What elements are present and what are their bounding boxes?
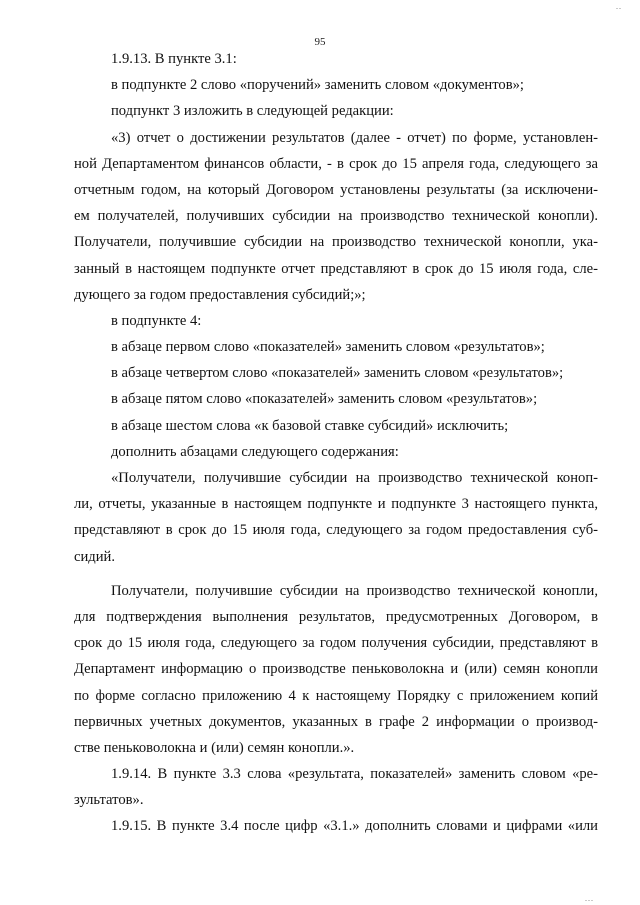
text-line: ли, отчеты, указанные в настоящем подпункте и подпункте 3 настоящего пункта,: [74, 496, 598, 513]
text-line: Департамент информацию о производстве пеньковолокна и (или) семян конопли: [74, 661, 598, 678]
text-line: в абзаце четвертом слово «показателей» заменить словом «результатов»;: [111, 365, 564, 382]
text-line: стве пеньковолокна и (или) семян конопли.».: [74, 739, 355, 756]
corner-mark-top: ..: [616, 2, 622, 11]
text-line: зультатов».: [74, 792, 144, 809]
text-line: 1.9.15. В пункте 3.4 после цифр «3.1.» дополнить словами и цифрами «или: [111, 818, 598, 835]
text-line: ем получателей, получивших субсидии на производство технической конопли).: [74, 208, 598, 225]
text-line: представляют в срок до 15 июля года, следующего за годом предоставления суб-: [74, 522, 598, 539]
text-line: 1.9.13. В пункте 3.1:: [111, 51, 237, 67]
text-line: подпункт 3 изложить в следующей редакции:: [111, 103, 394, 120]
text-line: «Получатели, получившие субсидии на производство технической коноп-: [111, 470, 598, 486]
text-line: в абзаце пятом слово «показателей» заменить словом «результатов»;: [111, 391, 538, 408]
text-line: в абзаце шестом слова «к базовой ставке субсидий» исключить;: [111, 417, 509, 434]
text-line: Получатели, получившие субсидии на производство технической конопли, ука-: [74, 234, 598, 251]
text-line: сидий.: [74, 548, 115, 565]
text-line: в абзаце первом слово «показателей» заменить словом «результатов»;: [111, 339, 545, 356]
document-body: [74, 46, 598, 840]
text-line: по форме согласно приложению 4 к настоящему Порядку с приложением копий: [74, 687, 598, 704]
text-line: дующего за годом предоставления субсидий;»;: [74, 286, 366, 303]
text-line: занный в настоящем подпункте отчет представляют в срок до 15 июля года, сле-: [74, 260, 598, 277]
text-line: Получатели, получившие субсидии на производство технической конопли,: [111, 582, 598, 599]
text-line: первичных учетных документов, указанных в графе 2 информации о производ-: [74, 713, 598, 730]
text-line: для подтверждения выполнения результатов, предусмотренных Договором, в: [74, 608, 598, 625]
text-line: 1.9.14. В пункте 3.3 слова «результата, показателей» заменить словом «ре-: [111, 766, 598, 783]
text-line: в подпункте 4:: [111, 312, 202, 329]
page-number: 95: [314, 36, 326, 48]
text-line: срок до 15 июля года, следующего за годом получения субсидии, представляют в: [74, 635, 598, 652]
corner-mark-bottom: ...: [585, 894, 594, 903]
text-line: отчетным годом, на который Договором установлены результаты (за исключени-: [74, 181, 598, 198]
text-line: ной Департаментом финансов области, - в срок до 15 апреля года, следующего за: [74, 155, 598, 172]
text-line: «3) отчет о достижении результатов (далее - отчет) по форме, установлен-: [111, 129, 598, 146]
text-line: в подпункте 2 слово «поручений» заменить словом «документов»;: [111, 77, 524, 94]
text-line: дополнить абзацами следующего содержания:: [111, 443, 399, 460]
